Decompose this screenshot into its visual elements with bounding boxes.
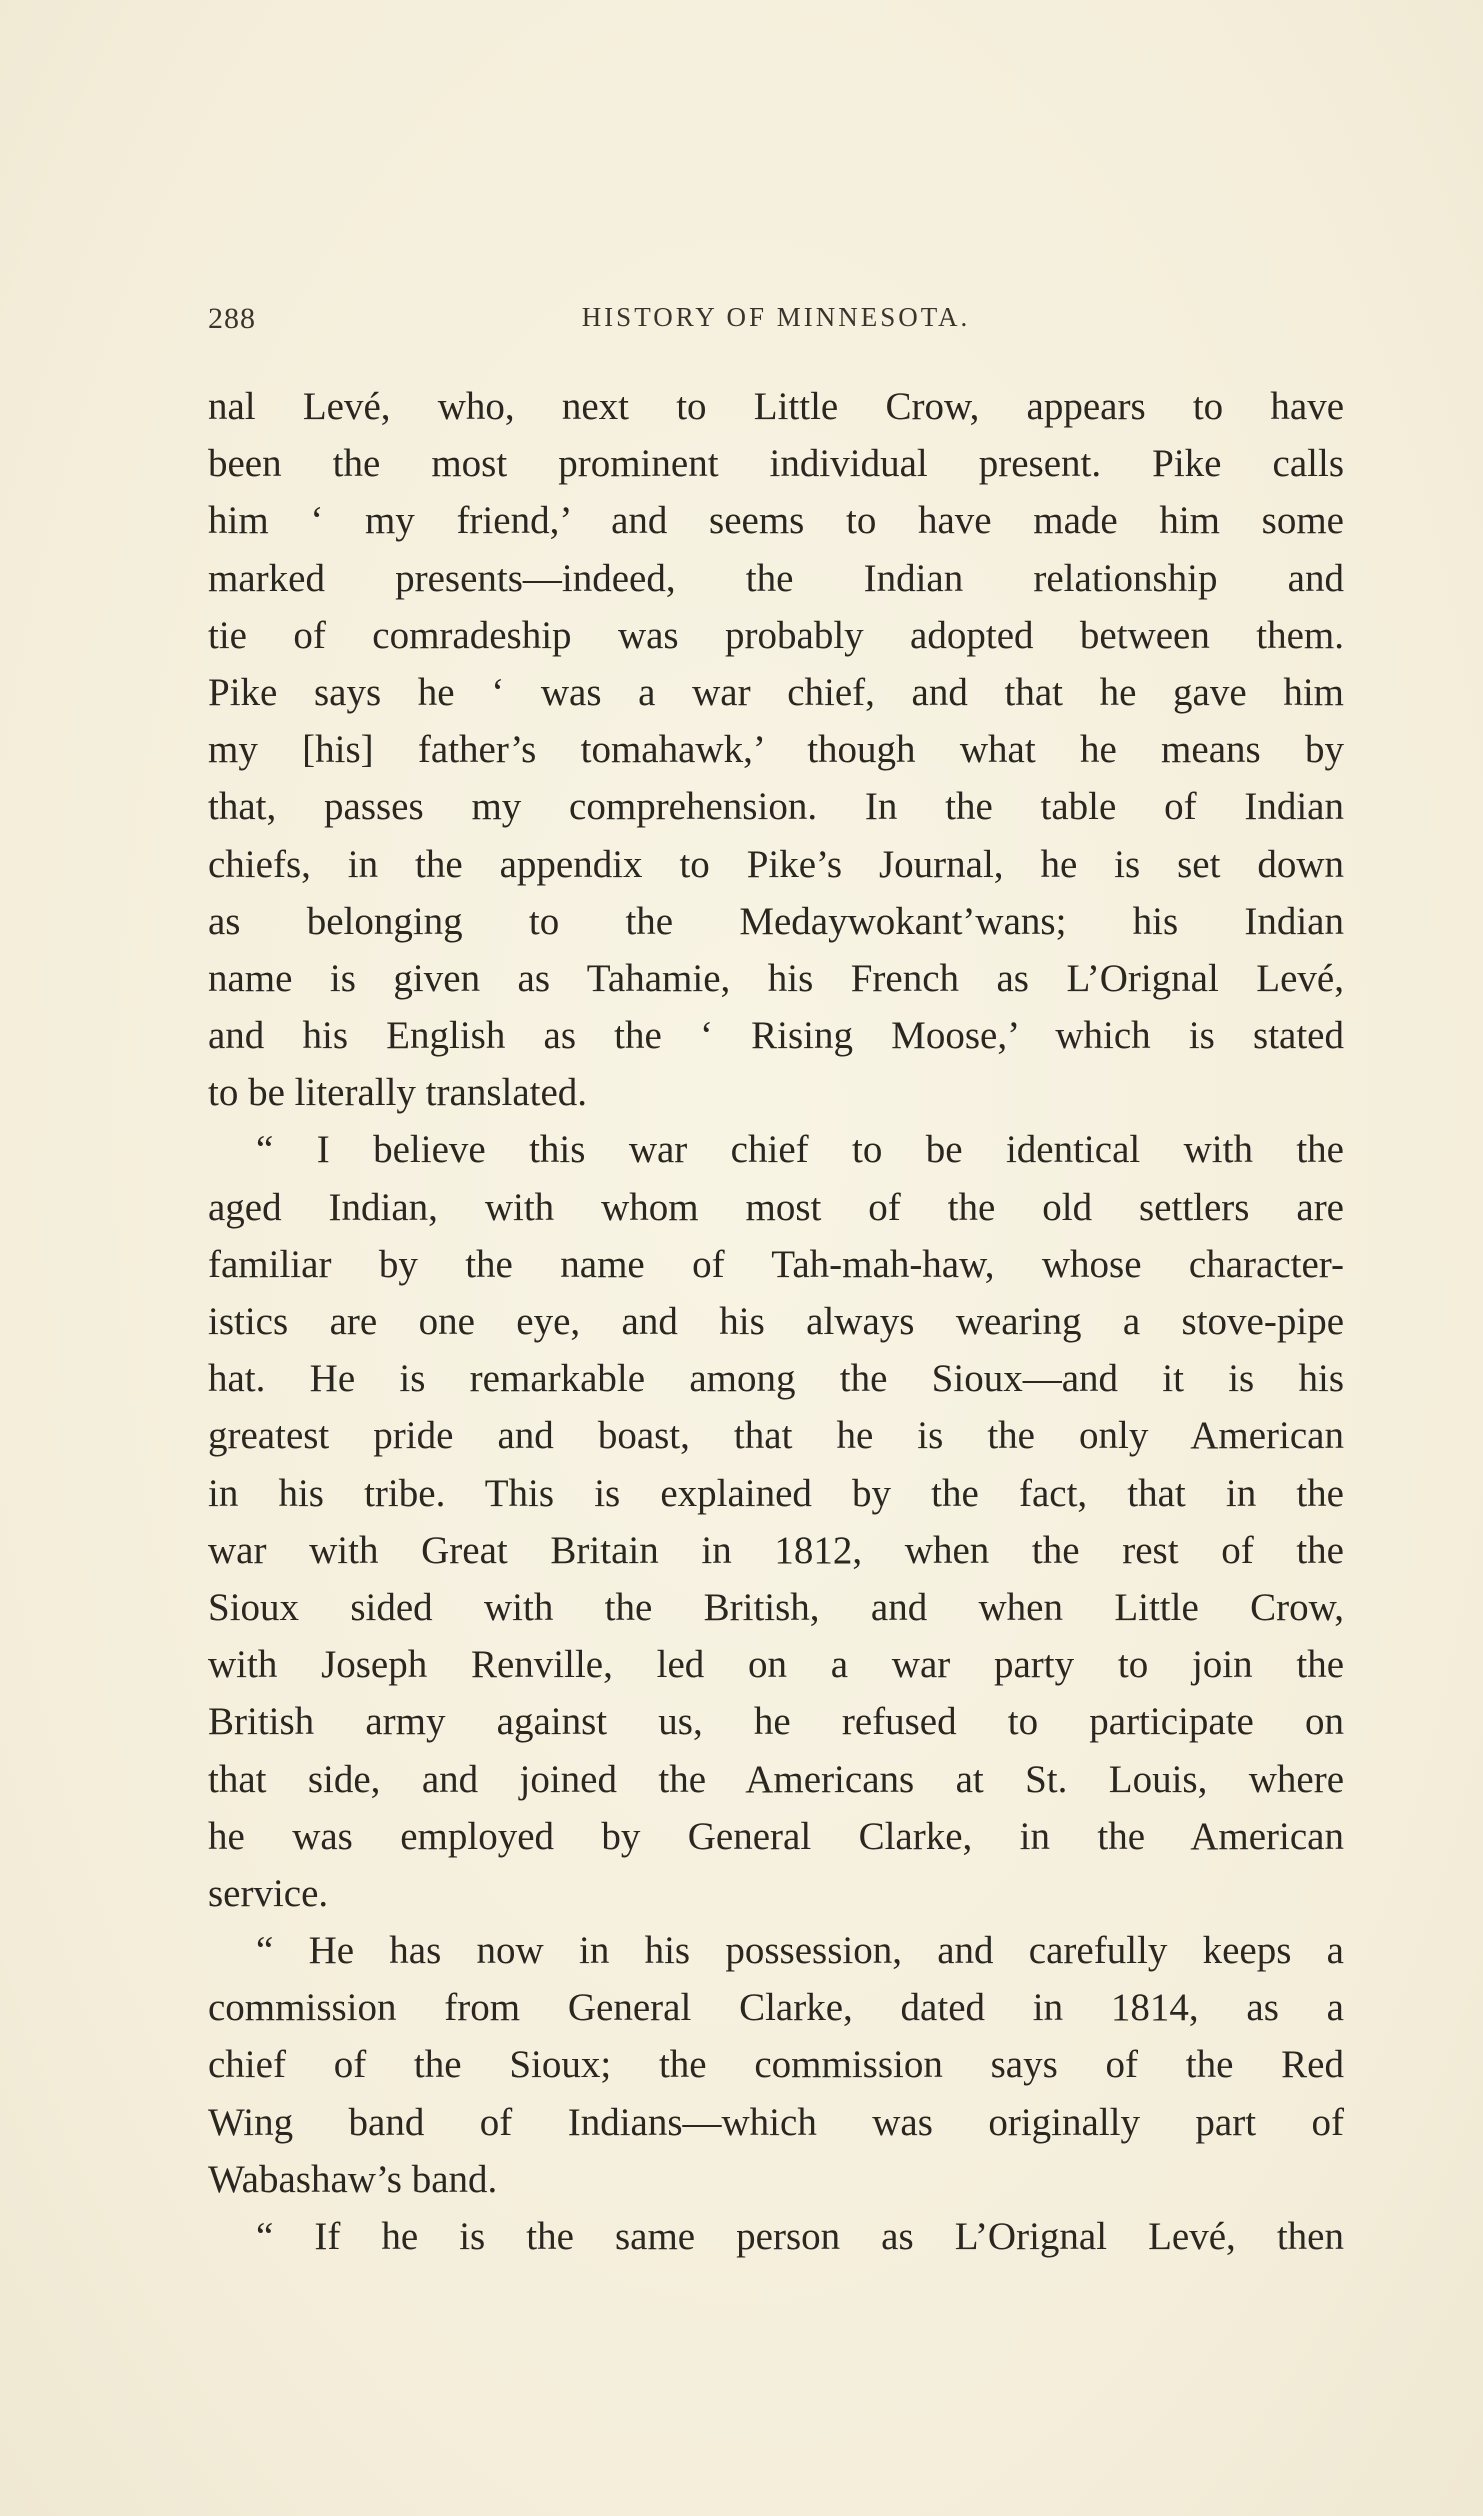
running-head: [208, 302, 1344, 342]
text-line: “ If he is the same person as L’Orignal Levé, then: [256, 2215, 1344, 2258]
text-line: he was employed by General Clarke, in the American: [208, 1814, 1344, 1858]
text-line: Wing band of Indians—which was originally part of: [208, 2100, 1344, 2144]
page-number: 288: [208, 302, 256, 335]
text-line: chief of the Sioux; the commission says of the Red: [208, 2043, 1344, 2087]
text-line: war with Great Britain in 1812, when the rest of the: [208, 1528, 1344, 1572]
text-line: to be literally translated.: [208, 1071, 588, 1115]
text-line: as belonging to the Medaywokant’wans; his Indian: [208, 899, 1344, 943]
text-line: nal Levé, who, next to Little Crow, appears to have: [208, 385, 1344, 428]
body-text: [208, 378, 1344, 2265]
text-line: and his English as the ‘ Rising Moose,’ which is stated: [208, 1014, 1344, 1058]
text-line: chiefs, in the appendix to Pike’s Journal, he is set down: [208, 842, 1344, 886]
text-line: greatest pride and boast, that he is the only American: [208, 1414, 1344, 1458]
text-line: service.: [208, 1871, 329, 1915]
text-line: marked presents—indeed, the Indian relationship and: [208, 556, 1344, 600]
text-line: tie of comradeship was probably adopted between them.: [208, 613, 1344, 657]
text-line: hat. He is remarkable among the Sioux—and it is his: [208, 1357, 1344, 1401]
text-line: Sioux sided with the British, and when Little Crow,: [208, 1585, 1344, 1629]
text-line: commission from General Clarke, dated in 1814, as a: [208, 1986, 1344, 2030]
text-line: my [his] father’s tomahawk,’ though what he means by: [208, 728, 1344, 772]
text-line: Pike says he ‘ was a war chief, and that he gave him: [208, 670, 1344, 714]
text-line: British army against us, he refused to participate on: [208, 1700, 1344, 1744]
text-line: that side, and joined the Americans at St. Louis, where: [208, 1757, 1344, 1801]
text-line: been the most prominent individual present. Pike calls: [208, 442, 1344, 486]
text-line: “ I believe this war chief to be identical with the: [256, 1128, 1344, 1172]
text-line: that, passes my comprehension. In the table of Indian: [208, 785, 1344, 829]
text-line: name is given as Tahamie, his French as L’Orignal Levé,: [208, 956, 1344, 1000]
text-line: with Joseph Renville, led on a war party to join the: [208, 1643, 1344, 1687]
text-line: in his tribe. This is explained by the fact, that in the: [208, 1471, 1344, 1515]
text-line: istics are one eye, and his always wearing a stove-pipe: [208, 1300, 1344, 1343]
text-line: familiar by the name of Tah-mah-haw, whose character-: [208, 1242, 1344, 1286]
text-line: him ‘ my friend,’ and seems to have made him some: [208, 499, 1344, 543]
text-line: aged Indian, with whom most of the old settlers are: [208, 1185, 1344, 1229]
text-line: “ He has now in his possession, and carefully keeps a: [256, 1929, 1344, 1973]
text-line: Wabashaw’s band.: [208, 2157, 498, 2201]
running-title: HISTORY OF MINNESOTA.: [581, 302, 971, 332]
